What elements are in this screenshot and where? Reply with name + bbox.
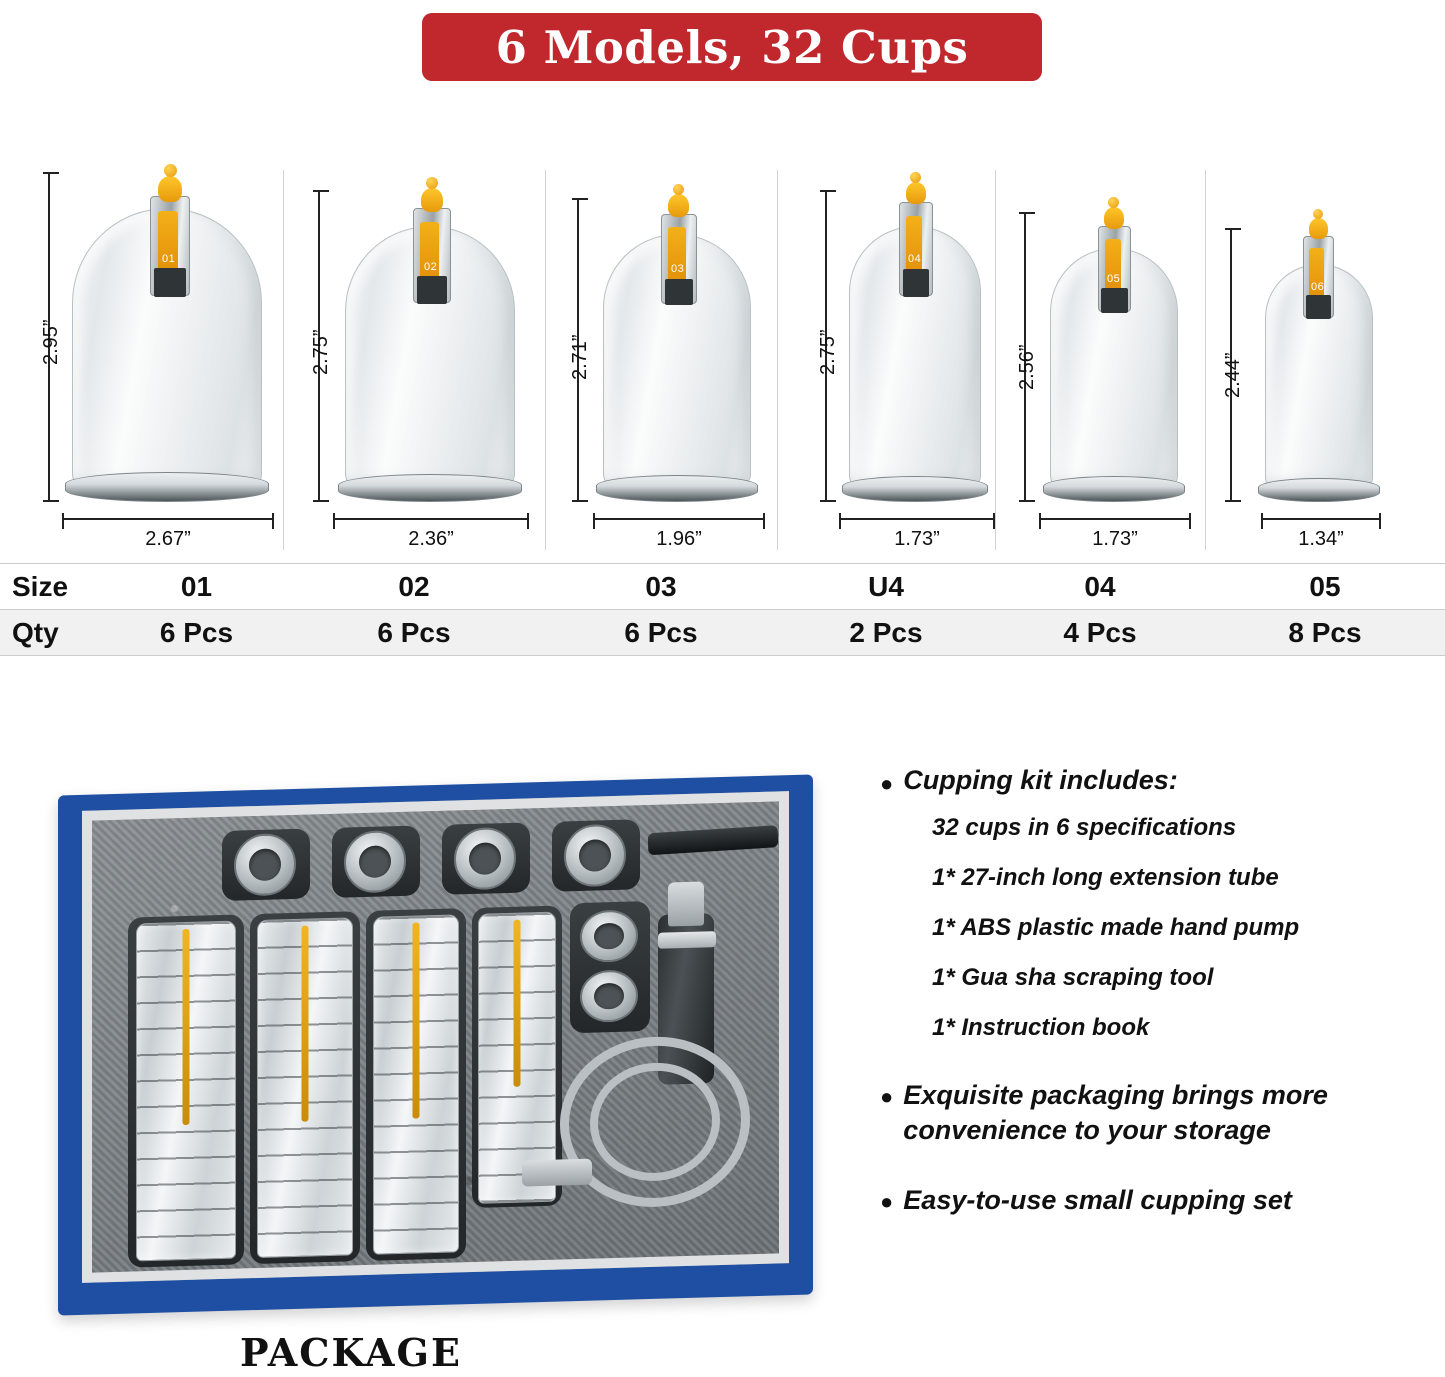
cup-image-02 (345, 190, 520, 502)
table-row-size (0, 564, 1445, 609)
cup-image-01 (72, 172, 267, 502)
cup-column-u4 (777, 150, 995, 550)
cup-valve (1098, 226, 1131, 312)
width-dimension-line (333, 518, 529, 520)
width-dimension-line (62, 518, 274, 520)
feature-list (880, 765, 1425, 1224)
cup-valve (661, 214, 697, 304)
cup-column-03 (545, 150, 777, 550)
size-cell: U4 (868, 570, 904, 602)
page-title: 6 Models, 32 Cups (495, 20, 969, 74)
package-caption: PACKAGE (240, 1330, 462, 1375)
qty-cell: 6 Pcs (624, 616, 698, 648)
title-banner (422, 13, 1042, 81)
cup-model-number: 03 (671, 263, 685, 275)
valve-ball (426, 177, 438, 189)
package-box-interior (82, 791, 789, 1283)
valve-cap (668, 194, 689, 217)
cup-image-u4 (849, 190, 985, 502)
valve-collar (903, 269, 930, 297)
cup-image-05 (1265, 228, 1377, 502)
cup-model-number: 04 (908, 253, 922, 265)
valve-ball (1108, 197, 1119, 208)
cup-stack (373, 914, 459, 1254)
package-photo (40, 775, 830, 1335)
valve-collar (1306, 295, 1330, 319)
valve-collar (417, 276, 447, 304)
valve-collar (665, 279, 694, 305)
height-label: 2.56” (1016, 344, 1038, 390)
include-item: 1* Gua sha scraping tool (932, 964, 1214, 991)
bullet-icon: ● (880, 1084, 894, 1109)
row-label-size: Size (12, 570, 69, 602)
feature-bullet-easy-use (880, 1183, 1425, 1218)
cup-stack (136, 921, 236, 1262)
qty-cell: 4 Pcs (1063, 616, 1137, 648)
size-cell: 05 (1309, 570, 1341, 602)
valve-ball (164, 164, 177, 177)
stack-valve-rod (514, 920, 521, 1087)
qty-cell: 2 Pcs (849, 616, 923, 648)
width-dimension-line (1039, 518, 1191, 520)
stack-valve-rod (302, 926, 309, 1122)
cups-row (0, 150, 1445, 550)
cup-image-04 (1050, 212, 1182, 502)
tube-connector (522, 1159, 592, 1187)
size-cell: 01 (180, 570, 213, 602)
cup-column-01 (0, 150, 283, 550)
valve-collar (154, 268, 186, 297)
cup-valve (899, 202, 933, 296)
row-label-qty: Qty (12, 616, 59, 648)
cup-rim (842, 476, 988, 502)
cup-model-number: 06 (1311, 281, 1325, 293)
width-label: 1.34” (1298, 528, 1344, 550)
feature-text: Easy-to-use small cupping set (903, 1185, 1292, 1216)
cup-column-04 (995, 150, 1205, 550)
feature-bullet-includes (880, 765, 1425, 796)
table-divider (0, 655, 1445, 656)
width-label: 2.67” (145, 528, 191, 550)
cup-valve (1303, 236, 1334, 318)
pump-tip (668, 882, 704, 927)
width-label: 1.73” (1092, 528, 1138, 550)
qty-cell: 6 Pcs (159, 616, 234, 648)
cup-valve (413, 208, 451, 303)
valve-cap (421, 188, 443, 212)
cup-rim (596, 475, 758, 502)
pump-collar (658, 931, 716, 949)
include-item: 1* ABS plastic made hand pump (932, 914, 1300, 941)
qty-cell: 6 Pcs (377, 616, 451, 648)
qty-cell: 8 Pcs (1288, 616, 1362, 648)
cup-column-05 (1205, 150, 1445, 550)
feature-text: Exquisite packaging brings more convenience to your storage (903, 1080, 1328, 1145)
width-label: 1.73” (894, 528, 940, 550)
size-cell: 04 (1084, 570, 1116, 602)
include-item: 32 cups in 6 specifications (932, 814, 1237, 841)
cup-valve (150, 196, 190, 296)
width-dimension-line (593, 518, 765, 520)
include-item: 1* Instruction book (932, 1014, 1150, 1041)
package-box (58, 774, 813, 1315)
valve-collar (1101, 288, 1127, 313)
cup-model-number: 01 (162, 253, 176, 265)
width-dimension-line (1261, 518, 1381, 520)
cup-rim (1043, 476, 1185, 502)
width-dimension-line (839, 518, 995, 520)
valve-ball (910, 172, 921, 183)
cup-rim (65, 472, 269, 502)
valve-cap (158, 176, 182, 202)
cup-model-number: 02 (424, 261, 438, 273)
stack-valve-rod (183, 929, 190, 1125)
feature-heading: Cupping kit includes: (903, 765, 1178, 795)
width-label: 1.96” (656, 528, 702, 550)
height-label: 2.75” (817, 329, 839, 375)
height-label: 2.71” (569, 334, 591, 380)
bullet-icon: ● (880, 1189, 894, 1215)
height-label: 2.75” (310, 329, 332, 375)
height-label: 2.44” (1222, 352, 1244, 398)
bullet-icon: ● (880, 771, 894, 796)
cup-rim (1258, 478, 1380, 502)
table-row-qty (0, 610, 1445, 655)
spec-table (0, 563, 1445, 656)
cup-rim (338, 474, 522, 502)
include-item: 1* 27-inch long extension tube (932, 864, 1279, 891)
cup-image-03 (603, 198, 755, 502)
valve-cap (1104, 207, 1124, 229)
stack-valve-rod (413, 922, 420, 1118)
cup-column-02 (283, 150, 545, 550)
feature-bullet-packaging (880, 1078, 1425, 1147)
width-label: 2.36” (408, 528, 454, 550)
cup-model-number: 05 (1107, 273, 1121, 285)
cup-stack (257, 917, 353, 1258)
valve-cap (1309, 218, 1328, 239)
height-label: 2.95” (40, 319, 62, 365)
size-cell: 03 (645, 570, 677, 602)
valve-ball (673, 184, 684, 195)
valve-ball (1313, 209, 1323, 219)
valve-cap (906, 182, 926, 204)
size-cell: 02 (398, 570, 430, 602)
